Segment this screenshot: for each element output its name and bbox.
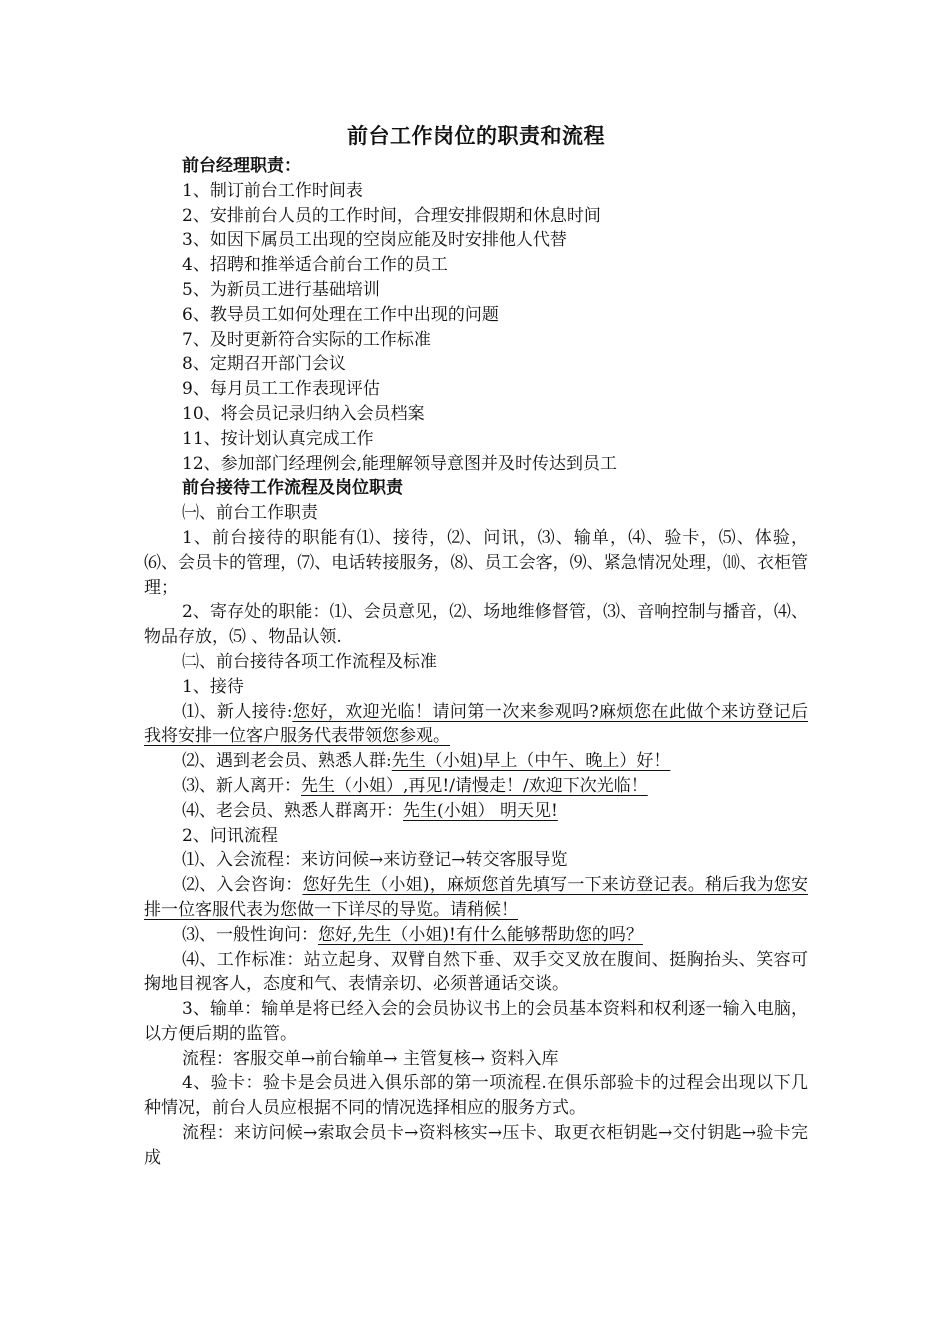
paragraph: 4、验卡：验卡是会员进入俱乐部的第一项流程.在俱乐部验卡的过程会出现以下几种情况，前台人员应根据不同的情况选择相应的服务方式。: [144, 1073, 808, 1119]
paragraph: 3、输单：输单是将已经入会的会员协议书上的会员基本资料和权利逐一输入电脑，以方便后期的监管。: [144, 999, 808, 1044]
subsection-heading: 2、问讯流程: [182, 825, 278, 846]
item-label: ⑴、新人接待:: [182, 701, 293, 722]
inquiry-item: ⑴、入会流程：来访问候→来访登记→转交客服导览: [182, 850, 568, 871]
reception-item: [144, 700, 808, 750]
manager-duty: 4、招聘和推举适合前台工作的员工: [182, 255, 448, 276]
underlined-script: 先生(小姐） 明天见!: [403, 800, 558, 821]
item-label: ⑵、遇到老会员、熟悉人群:: [182, 751, 392, 772]
underlined-script: 先生（小姐）,再见!/请慢走！/欢迎下次光临！: [301, 775, 648, 796]
underlined-script: 先生（小姐)早上（中午、晚上）好！: [391, 751, 671, 772]
flow-line: 流程：来访问候→索取会员卡→资料核实→压卡、取更衣柜钥匙→交付钥匙→验卡完成: [144, 1123, 808, 1168]
manager-duty: 12、参加部门经理例会,能理解领导意图并及时传达到员工: [182, 453, 618, 474]
underlined-script: 您好先生（小姐)，麻烦您首先填写一下来访登记表。稍后我为您安排一位客服代表为您做一下详尽的导览。请稍候！: [144, 875, 808, 920]
manager-duty: 1、制订前台工作时间表: [182, 180, 363, 201]
reception-heading: 前台接待工作流程及岗位职责: [182, 478, 403, 499]
manager-heading: 前台经理职责：: [182, 156, 301, 176]
paragraph: 1、前台接待的职能有⑴、接待，⑵、问讯，⑶、输单，⑷、验卡，⑸、体验， ⑹、会员卡的管理，⑺、电话转接服务，⑻、员工会客，⑼、紧急情况处理，⑽、衣柜管理；: [144, 527, 808, 598]
document-page: [144, 118, 808, 1171]
flow-line: 流程：客服交单→前台输单→ 主管复核→ 资料入库: [182, 1048, 559, 1069]
manager-duty: 3、如因下属员工出现的空岗应能及时安排他人代替: [182, 230, 567, 251]
manager-duty: 5、为新员工进行基础培训: [182, 279, 380, 300]
reception-item: [144, 774, 808, 799]
underlined-script: 您好，欢迎光临！请问第一次来参观吗?麻烦您在此做个来访登记后我将安排一位客户服务代表带领您参观。: [144, 701, 808, 747]
inquiry-item: [144, 923, 808, 948]
inquiry-item: [144, 873, 808, 923]
reception-item: [144, 749, 808, 774]
inquiry-item: ⑷、工作标准：站立起身、双臂自然下垂、双手交叉放在腹间、挺胸抬头、笑容可掬地目视客人，态度和气、表情亲切、必须普通话交谈。: [144, 949, 808, 995]
subsection-heading: 1、接待: [182, 676, 244, 697]
reception-item: [144, 799, 808, 824]
manager-duty: 8、定期召开部门会议: [182, 354, 346, 375]
section-heading: ㈠、前台工作职责: [182, 503, 318, 524]
page-title: 前台工作岗位的职责和流程: [347, 124, 605, 148]
section-heading: ㈡、前台接待各项工作流程及标准: [182, 651, 437, 672]
manager-duty: 2、安排前台人员的工作时间，合理安排假期和休息时间: [182, 205, 601, 226]
manager-duty: 11、按计划认真完成工作: [182, 428, 374, 449]
item-label: ⑷、老会员、熟悉人群离开：: [182, 800, 403, 821]
underlined-script: 您好,先生（小姐)!有什么能够帮助您的吗？: [318, 924, 643, 945]
item-label: ⑵、入会咨询：: [182, 875, 303, 896]
manager-duty: 6、教导员工如何处理在工作中出现的问题: [182, 304, 499, 325]
item-label: ⑶、新人离开：: [182, 775, 301, 796]
item-label: ⑶、一般性询问：: [182, 924, 318, 945]
manager-duty: 10、将会员记录归纳入会员档案: [182, 403, 425, 424]
manager-duty: 9、每月员工工作表现评估: [182, 379, 380, 400]
paragraph: 2、寄存处的职能：⑴、会员意见，⑵、场地维修督管，⑶、音响控制与播音，⑷、物品存放，⑸ 、物品认领.: [144, 602, 808, 648]
manager-duty: 7、及时更新符合实际的工作标准: [182, 329, 431, 350]
